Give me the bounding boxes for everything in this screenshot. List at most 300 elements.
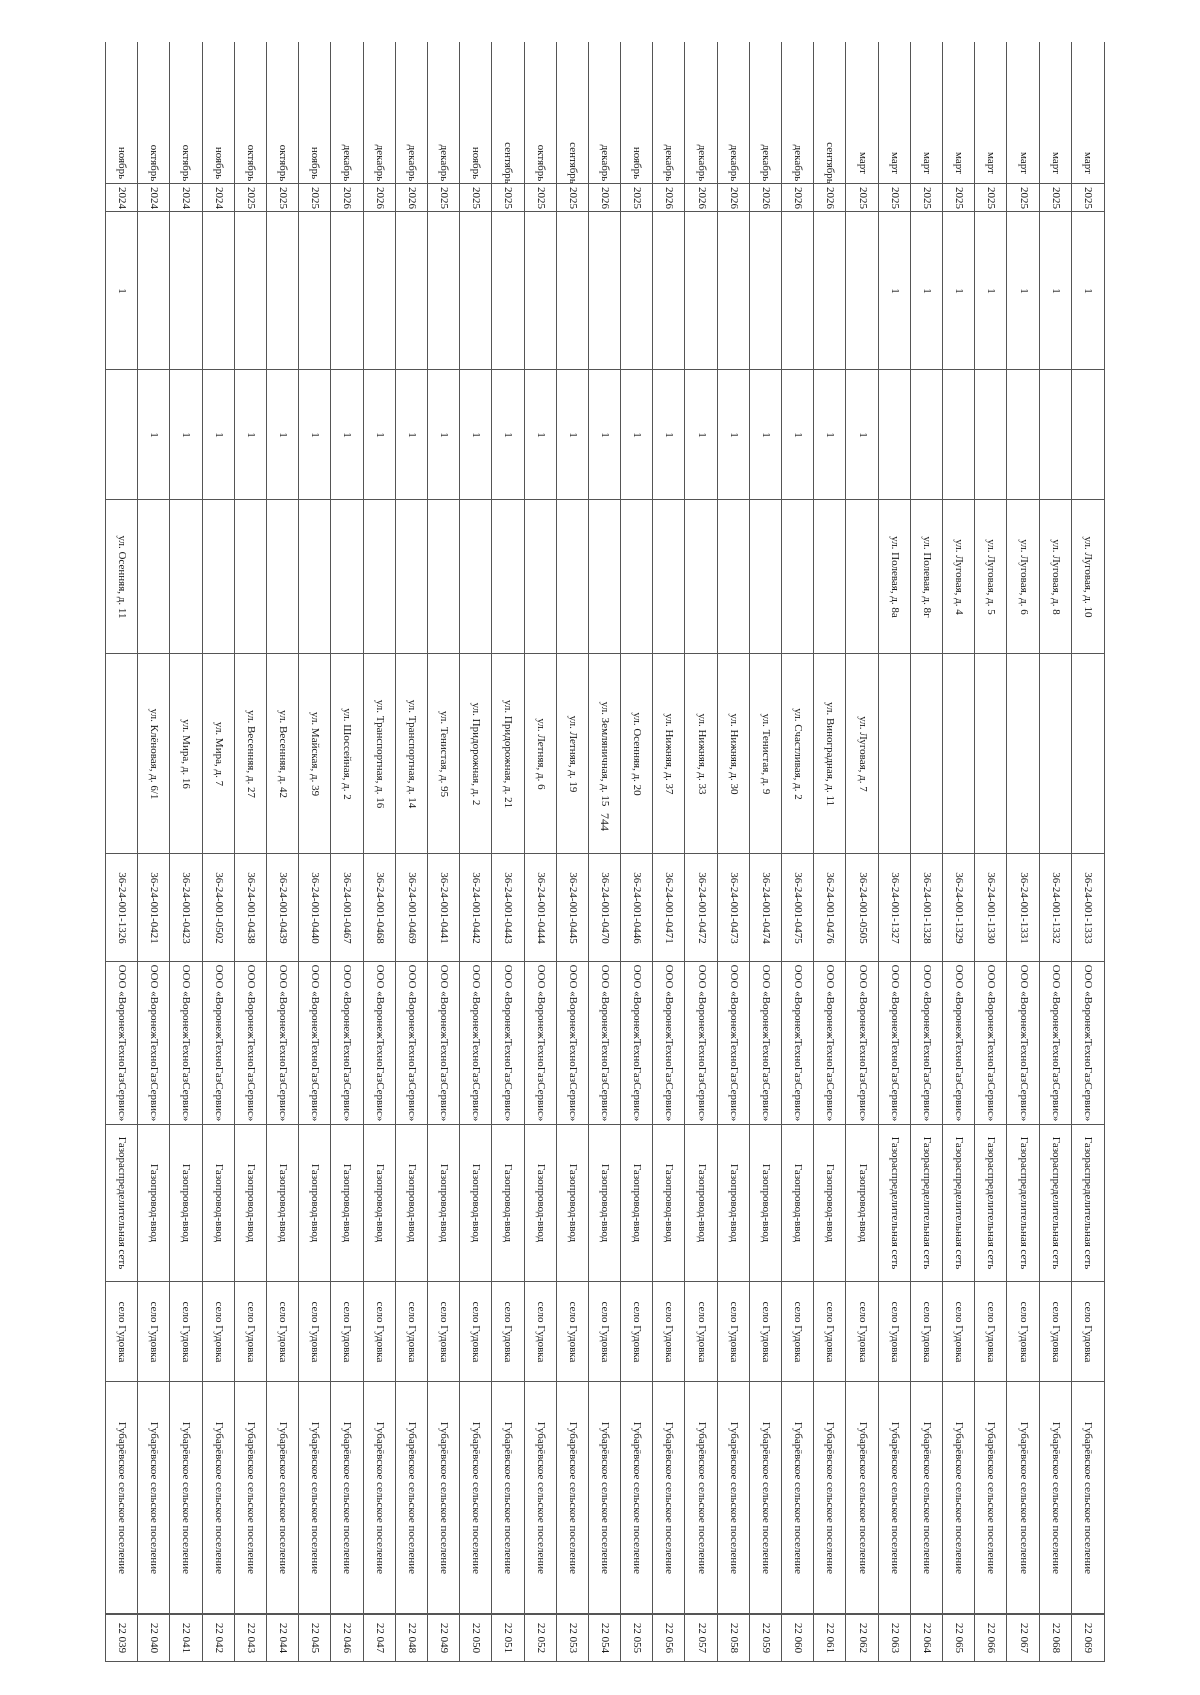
record-number-text: 22 061 [824,1622,837,1654]
quantity-cell-text: 1 [309,431,322,438]
quantity-cell [975,370,1007,500]
object-code-cell [299,854,331,962]
owner-cell-text: ООО «ВоронежТехноГазСервис» [727,964,740,1122]
record-number [203,1614,235,1662]
quantity-cell-alt [331,212,363,370]
month-cell [621,142,653,184]
table-row [395,42,428,1662]
address-cell [525,654,557,854]
owner-cell-text: ООО «ВоронежТехноГазСервис» [534,964,547,1122]
month-cell-text: сентябрь [566,142,579,184]
object-type-cell-text: Газораспределительная сеть [1017,1136,1030,1270]
year-cell-text: 2025 [277,186,290,209]
object-type-cell [911,1125,943,1282]
settlement-cell [621,1382,653,1614]
month-cell [685,142,717,184]
object-type-cell-text: Газопровод-ввод [502,1163,515,1243]
address-cell-text: ул. Транспортная, д. 14 [405,699,418,808]
table-row [524,42,557,1662]
address-cell-text: ул. Земляничная, д. 15 [598,701,611,806]
month-cell [299,142,331,184]
locality-cell [331,1282,363,1382]
record-number-text: 22 057 [695,1622,708,1654]
quantity-cell-alt [1007,212,1039,370]
owner-cell-text: ООО «ВоронежТехноГазСервис» [309,964,322,1122]
object-code-cell [428,854,460,962]
quantity-cell [364,370,396,500]
address-cell-alt [782,500,814,654]
year-cell-text: 2025 [566,186,579,209]
year-cell-text: 2025 [438,186,451,209]
table-row [169,42,202,1662]
settlement-cell-text: Губарёвское сельское поселение [309,1421,322,1574]
year-cell [331,184,363,212]
month-cell [1072,142,1104,184]
record-number-text: 22 041 [180,1622,193,1654]
object-type-cell [267,1125,299,1282]
locality-cell-text: село Гудовка [985,1301,998,1362]
quantity-cell-text: 1 [244,431,257,438]
quantity-cell-alt [653,212,685,370]
month-cell [267,142,299,184]
object-type-cell [299,1125,331,1282]
object-code-cell-text: 36-24-001-0468 [373,871,386,944]
address-cell [331,654,363,854]
quantity-cell-alt-text: 1 [116,287,129,294]
year-cell [589,184,621,212]
quantity-cell-alt [235,212,267,370]
locality-cell [718,1282,750,1382]
quantity-cell-alt [299,212,331,370]
month-cell [653,142,685,184]
owner-cell [879,962,911,1125]
year-cell [846,184,878,212]
record-number [653,1614,685,1662]
owner-cell [428,962,460,1125]
quantity-cell-text: 1 [502,431,515,438]
table-row [1039,42,1072,1662]
settlement-cell-text: Губарёвское сельское поселение [470,1421,483,1574]
owner-cell-text: ООО «ВоронежТехноГазСервис» [148,964,161,1122]
quantity-cell-text: 1 [663,431,676,438]
month-cell-text: декабрь [727,144,740,181]
year-cell-text: 2026 [792,186,805,209]
settlement-cell-text: Губарёвское сельское поселение [985,1421,998,1574]
settlement-cell-text: Губарёвское сельское поселение [1049,1421,1062,1574]
year-cell [653,184,685,212]
record-number-text: 22 047 [373,1622,386,1654]
settlement-cell-text: Губарёвское сельское поселение [1017,1421,1030,1574]
year-cell-text: 2025 [534,186,547,209]
object-code-cell-text: 36-24-001-0444 [534,871,547,944]
locality-cell-text: село Гудовка [341,1301,354,1362]
object-type-cell [975,1125,1007,1282]
address-cell [138,654,170,854]
month-cell-text: октябрь [277,144,290,181]
table-row [845,42,878,1662]
settlement-cell-text: Губарёвское сельское поселение [695,1421,708,1574]
record-number [138,1614,170,1662]
owner-cell-text: ООО «ВоронежТехноГазСервис» [598,964,611,1122]
table-row [749,42,782,1662]
year-cell [138,184,170,212]
month-cell-text: ноябрь [212,146,225,179]
record-number-text: 22 066 [985,1622,998,1654]
object-code-cell-text: 36-24-001-0472 [695,871,708,944]
address-cell [750,654,782,854]
object-type-cell [653,1125,685,1282]
settlement-cell [685,1382,717,1614]
locality-cell-text: село Гудовка [180,1301,193,1362]
record-number [235,1614,267,1662]
year-cell-text: 2025 [920,186,933,209]
locality-cell [557,1282,589,1382]
month-cell-text: декабрь [405,144,418,181]
owner-cell-text: ООО «ВоронежТехноГазСервис» [212,964,225,1122]
object-code-cell-text: 36-24-001-1326 [116,871,129,944]
object-code-cell [106,854,138,962]
record-number-text: 22 065 [953,1622,966,1654]
address-cell-alt [460,500,492,654]
quantity-cell-alt [814,212,846,370]
address-cell-text: ул. Клёновая, д. 6/1 [148,708,161,799]
object-type-cell [750,1125,782,1282]
object-code-cell [685,854,717,962]
month-cell [203,142,235,184]
month-cell [589,142,621,184]
address-cell-alt [267,500,299,654]
page-number: 744 [598,813,612,831]
month-cell-text: сентябрь [824,142,837,184]
object-type-cell-text: Газопровод-ввод [856,1163,869,1243]
quantity-cell-alt [267,212,299,370]
quantity-cell [1072,370,1104,500]
year-cell-text: 2025 [1049,186,1062,209]
owner-cell-text: ООО «ВоронежТехноГазСервис» [180,964,193,1122]
object-type-cell [879,1125,911,1282]
quantity-cell-alt [492,212,524,370]
object-code-cell-text: 36-24-001-1328 [920,871,933,944]
quantity-cell-alt [782,212,814,370]
quantity-cell-text: 1 [792,431,805,438]
object-type-cell-text: Газопровод-ввод [212,1163,225,1243]
record-number-text: 22 069 [1081,1622,1094,1654]
settlement-cell [203,1382,235,1614]
locality-cell [1007,1282,1039,1382]
object-type-cell-text: Газопровод-ввод [180,1163,193,1243]
locality-cell [814,1282,846,1382]
table-row [105,42,138,1662]
settlement-cell [975,1382,1007,1614]
locality-cell [621,1282,653,1382]
record-number-text: 22 058 [727,1622,740,1654]
settlement-cell-text: Губарёвское сельское поселение [405,1421,418,1574]
object-code-cell-text: 36-24-001-0475 [792,871,805,944]
locality-cell [1072,1282,1104,1382]
object-code-cell [235,854,267,962]
year-cell [750,184,782,212]
object-type-cell [846,1125,878,1282]
record-number [557,1614,589,1662]
quantity-cell-alt [846,212,878,370]
year-cell [299,184,331,212]
address-cell-alt [589,500,621,654]
object-type-cell-text: Газораспределительная сеть [116,1136,129,1270]
object-type-cell [1007,1125,1039,1282]
year-cell-text: 2025 [1017,186,1030,209]
record-number [589,1614,621,1662]
quantity-cell-text: 1 [405,431,418,438]
quantity-cell [106,370,138,500]
quantity-cell-alt [557,212,589,370]
month-cell [396,142,428,184]
table-row [1006,42,1039,1662]
owner-cell [235,962,267,1125]
address-cell-alt [299,500,331,654]
year-cell [1072,184,1104,212]
object-code-cell [460,854,492,962]
month-cell [138,142,170,184]
quantity-cell-text: 1 [534,431,547,438]
locality-cell-text: село Гудовка [148,1301,161,1362]
object-type-cell-text: Газопровод-ввод [470,1163,483,1243]
object-code-cell [589,854,621,962]
year-cell-text: 2025 [888,186,901,209]
locality-cell [782,1282,814,1382]
month-cell [525,142,557,184]
quantity-cell [782,370,814,500]
quantity-cell [492,370,524,500]
locality-cell [1040,1282,1072,1382]
month-cell [331,142,363,184]
quantity-cell-alt [943,212,975,370]
settlement-cell-text: Губарёвское сельское поселение [373,1421,386,1574]
quantity-cell [1007,370,1039,500]
record-number [814,1614,846,1662]
settlement-cell-text: Губарёвское сельское поселение [663,1421,676,1574]
address-cell [1040,654,1072,854]
object-type-cell [718,1125,750,1282]
address-cell-text: ул. Нижняя, д. 37 [663,712,676,795]
locality-cell [589,1282,621,1382]
locality-cell-text: село Гудовка [405,1301,418,1362]
quantity-cell-alt [750,212,782,370]
object-code-cell-text: 36-24-001-0502 [212,871,225,944]
object-type-cell-text: Газопровод-ввод [727,1163,740,1243]
year-cell [975,184,1007,212]
locality-cell [653,1282,685,1382]
owner-cell [1040,962,1072,1125]
object-code-cell [170,854,202,962]
address-cell-text: ул. Тенистая, д. 95 [438,710,451,797]
year-cell [718,184,750,212]
record-number [879,1614,911,1662]
owner-cell [718,962,750,1125]
quantity-cell-alt [685,212,717,370]
object-code-cell-text: 36-24-001-1331 [1017,871,1030,944]
record-number-text: 22 064 [920,1622,933,1654]
month-cell-text: октябрь [180,144,193,181]
settlement-cell [1007,1382,1039,1614]
object-code-cell [396,854,428,962]
quantity-cell [428,370,460,500]
owner-cell [460,962,492,1125]
year-cell [396,184,428,212]
object-type-cell-text: Газопровод-ввод [277,1163,290,1243]
settlement-cell [267,1382,299,1614]
object-type-cell [235,1125,267,1282]
object-code-cell [750,854,782,962]
settlement-cell [943,1382,975,1614]
object-code-cell-text: 36-24-001-0470 [598,871,611,944]
settlement-cell [911,1382,943,1614]
year-cell-text: 2026 [598,186,611,209]
address-cell-text: ул. Придорожная, д. 21 [502,699,515,808]
record-number-text: 22 043 [244,1622,257,1654]
address-cell-text: ул. Мира, д. 7 [212,721,225,786]
object-type-cell [106,1125,138,1282]
address-cell-text: ул. Осенняя, д. 20 [631,711,644,796]
year-cell [106,184,138,212]
address-cell [557,654,589,854]
object-type-cell-text: Газопровод-ввод [759,1163,772,1243]
year-cell [267,184,299,212]
address-cell-alt [138,500,170,654]
locality-cell-text: село Гудовка [824,1301,837,1362]
year-cell [621,184,653,212]
quantity-cell [879,370,911,500]
object-code-cell [1040,854,1072,962]
quantity-cell [943,370,975,500]
owner-cell [525,962,557,1125]
address-cell-alt [428,500,460,654]
table-row [717,42,750,1662]
record-number-text: 22 062 [856,1622,869,1654]
locality-cell [428,1282,460,1382]
month-cell-text: октябрь [244,144,257,181]
year-cell-text: 2024 [148,186,161,209]
year-cell-text: 2026 [759,186,772,209]
object-type-cell-text: Газопровод-ввод [373,1163,386,1243]
quantity-cell [814,370,846,500]
table-row [427,42,460,1662]
object-code-cell [911,854,943,962]
quantity-cell-text: 1 [695,431,708,438]
object-code-cell-text: 36-24-001-0439 [277,871,290,944]
quantity-cell-alt [879,212,911,370]
quantity-cell-text: 1 [180,431,193,438]
quantity-cell [525,370,557,500]
year-cell [911,184,943,212]
object-code-cell [525,854,557,962]
locality-cell [235,1282,267,1382]
table-row [974,42,1007,1662]
object-code-cell [621,854,653,962]
month-cell-text: декабрь [695,144,708,181]
record-number-text: 22 068 [1049,1622,1062,1654]
settlement-cell-text: Губарёвское сельское поселение [888,1421,901,1574]
month-cell [235,142,267,184]
quantity-cell [846,370,878,500]
object-code-cell [364,854,396,962]
quantity-cell-alt [138,212,170,370]
table-row [266,42,299,1662]
owner-cell-text: ООО «ВоронежТехноГазСервис» [502,964,515,1122]
address-cell-text: ул. Весенняя, д. 42 [277,709,290,798]
record-number-text: 22 049 [438,1622,451,1654]
settlement-cell-text: Губарёвское сельское поселение [502,1421,515,1574]
object-type-cell [943,1125,975,1282]
quantity-cell-alt [106,212,138,370]
month-cell [911,142,943,184]
owner-cell [267,962,299,1125]
locality-cell-text: село Гудовка [373,1301,386,1362]
locality-cell-text: село Гудовка [534,1301,547,1362]
object-code-cell-text: 36-24-001-0473 [727,871,740,944]
locality-cell [170,1282,202,1382]
month-cell [1007,142,1039,184]
owner-cell [814,962,846,1125]
year-cell [1040,184,1072,212]
address-cell-text: ул. Майская, д. 39 [309,711,322,796]
owner-cell-text: ООО «ВоронежТехноГазСервис» [953,964,966,1122]
month-cell-text: март [888,151,901,174]
month-cell-text: октябрь [534,144,547,181]
record-number-text: 22 048 [405,1622,418,1654]
owner-cell-text: ООО «ВоронежТехноГазСервис» [631,964,644,1122]
locality-cell-text: село Гудовка [856,1301,869,1362]
month-cell [750,142,782,184]
settlement-cell [364,1382,396,1614]
settlement-cell [396,1382,428,1614]
locality-cell [685,1282,717,1382]
year-cell [943,184,975,212]
year-cell-text: 2026 [695,186,708,209]
locality-cell [525,1282,557,1382]
owner-cell [621,962,653,1125]
owner-cell-text: ООО «ВоронежТехноГазСервис» [920,964,933,1122]
quantity-cell-alt [718,212,750,370]
address-cell-alt-text: ул. Луговая, д. 5 [985,538,998,615]
quantity-cell [1040,370,1072,500]
object-type-cell [782,1125,814,1282]
table-row [878,42,911,1662]
quantity-cell-alt [170,212,202,370]
locality-cell-text: село Гудовка [920,1301,933,1362]
object-type-cell [460,1125,492,1282]
object-type-cell-text: Газопровод-ввод [148,1163,161,1243]
record-number [428,1614,460,1662]
settlement-cell-text: Губарёвское сельское поселение [920,1421,933,1574]
address-cell-alt [653,500,685,654]
quantity-cell [235,370,267,500]
address-cell-text: ул. Тенистая, д. 9 [759,713,772,794]
address-cell-alt [879,500,911,654]
address-cell [106,654,138,854]
locality-cell-text: село Гудовка [566,1301,579,1362]
object-code-cell [1007,854,1039,962]
object-code-cell [331,854,363,962]
address-cell [589,654,621,854]
month-cell-text: март [953,151,966,174]
year-cell-text: 2025 [1081,186,1094,209]
locality-cell [975,1282,1007,1382]
record-number [782,1614,814,1662]
month-cell-text: ноябрь [631,146,644,179]
object-code-cell [557,854,589,962]
year-cell-text: 2025 [502,186,515,209]
record-number-text: 22 050 [470,1622,483,1654]
